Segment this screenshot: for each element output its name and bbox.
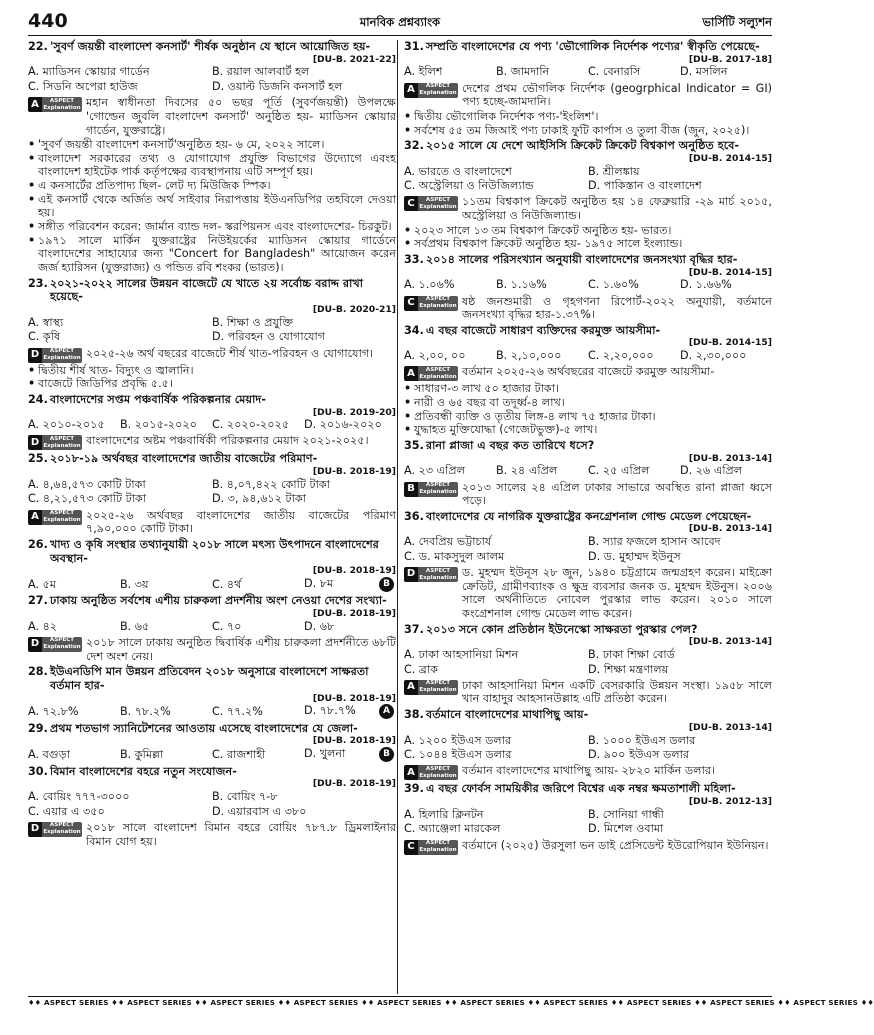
question-source: [DU-B. 2018-19] <box>312 692 396 704</box>
options <box>404 464 772 479</box>
option-c: C. ২৫ এপ্রিল <box>588 464 650 478</box>
option-d: D. ২৬ এপ্রিল <box>680 464 743 478</box>
option-c: C. সিডনি অপেরা হাউজ <box>28 80 138 94</box>
explanation <box>28 96 396 137</box>
bullet-item: • এই কনসার্ট থেকে অর্জিত অর্থ সাইবার নিরাপত্তায় ইউএনডিপির তহবিলে দেওয়া হয়। <box>28 193 396 220</box>
explanation-text: বর্তমান ২০২৫-২৬ অর্থবছরের বাজেটে করমুক্ত আয়সীমা- <box>462 365 715 379</box>
question-text: রানা প্লাজা এ বছর কত তারিখে ধসে? <box>426 438 595 452</box>
explanation <box>404 566 772 621</box>
bullet-item: • যুদ্ধাহত মুক্তিযোদ্ধা (গেজেটভুক্ত)-৫ লাখ। <box>404 423 772 437</box>
options <box>404 807 772 836</box>
option-b: B. সোনিয়া গান্ধী <box>588 807 664 821</box>
question-source: [DU-B. 2013-14] <box>688 452 772 464</box>
explanation <box>404 365 772 381</box>
question-number: 29. <box>28 721 48 735</box>
question-number: 39. <box>404 782 424 796</box>
answer-letter: C <box>404 296 418 311</box>
option-c: C. ২,২০,০০০ <box>588 349 654 363</box>
explanation-text: বাংলাদেশের অষ্টম পঞ্চবার্ষিকী পরিকল্পনার মেয়াদ ২০২১-২০২৫। <box>86 434 369 448</box>
bullet-list <box>404 224 772 251</box>
option-a: A. ঢাকা আহসানিয়া মিশন <box>404 648 519 661</box>
page-header <box>28 10 772 36</box>
bullet-list <box>28 138 396 275</box>
option-b: B. ১.১৬% <box>496 278 547 292</box>
option-a: A. ৪,৬৪,৫৭৩ কোটি টাকা <box>28 477 146 491</box>
question-text: ২০১৮-১৯ অর্থবছর বাংলাদেশের জাতীয় বাজেটের পরিমাণ- <box>50 452 318 466</box>
options <box>28 619 396 634</box>
explanation <box>404 764 772 780</box>
question-number: 30. <box>28 764 48 778</box>
question-22 <box>28 40 396 275</box>
badge-line2: Explanation <box>419 203 457 210</box>
bullet-item: • প্রতিবন্ধী ব্যক্তি ও তৃতীয় লিঙ্গ-৪ লাখ ৭৫ হাজার টাকা। <box>404 410 772 424</box>
badge-line1: ASPECT <box>49 822 75 829</box>
answer-badge <box>28 97 82 112</box>
bullet-item: • দ্বিতীয় ভৌগোলিক নির্দেশক পণ্য-'ইংলিশ'। <box>404 110 772 124</box>
option-b: B. ১০০০ ইউএস ডলার <box>588 733 696 747</box>
answer-badge <box>404 840 458 855</box>
question-33 <box>404 253 772 322</box>
option-d: D. ৮ম <box>304 576 334 590</box>
options <box>28 704 396 720</box>
option-a: A. ভারতে ও বাংলাদেশে <box>404 164 512 178</box>
explanation-text: ঢাকা আহসানিয়া মিশন একটি বেসরকারি উন্নয়ন সংস্থা। ১৯৫৮ সালে খান বাহাদুর আহসানউল্লাহ এটি প্রতিষ্ঠা করেন। <box>462 678 772 706</box>
question-source: [DU-B. 2017-18] <box>688 53 772 65</box>
answer-letter: D <box>28 435 42 450</box>
explanation-text: ষষ্ঠ জনশুমারী ও গৃহগণনা রিপোর্ট-২০২২ অনুযায়ী, বর্তমানে জনসংখ্যা বৃদ্ধির হার-১.৩৭%। <box>462 294 772 322</box>
option-b: B. ৭৮.২% <box>120 704 171 718</box>
bullet-list <box>404 110 772 137</box>
option-a: A. ২,০০, ০০ <box>404 349 466 363</box>
bullet-item: • দ্বিতীয় শীর্ষ খাত- বিদ্যুৎ ও জ্বালানি। <box>28 364 396 378</box>
answer-badge <box>404 567 458 582</box>
answer-badge <box>28 435 82 450</box>
option-b: B. জামদানি <box>496 65 550 79</box>
option-b: B. ৩য় <box>120 577 149 591</box>
badge-line1: ASPECT <box>425 482 451 488</box>
option-c: C. রাজশাহী <box>212 747 266 761</box>
answer-circle: A <box>379 704 394 719</box>
question-24 <box>28 393 396 451</box>
question-29 <box>28 722 396 763</box>
explanation-text: বর্তমান বাংলাদেশের মাথাপিছু আয়- ২৮২০ মার্কিন ডলার। <box>462 764 716 778</box>
question-source: [DU-B. 2018-19] <box>312 608 396 620</box>
left-column <box>28 40 396 994</box>
explanation <box>28 434 396 450</box>
option-c: C. ৭৭.২% <box>212 704 263 718</box>
bullet-list <box>28 364 396 391</box>
question-source: [DU-B. 2013-14] <box>688 636 772 648</box>
badge-line1: ASPECT <box>49 510 75 517</box>
option-d: D. ২,৩০,০০০ <box>680 349 747 363</box>
badge-line1: ASPECT <box>425 765 451 772</box>
options <box>28 747 396 763</box>
option-d: D. এয়ারবাস এ ৩৮০ <box>212 804 307 818</box>
badge-line1: ASPECT <box>49 97 75 104</box>
bullet-list <box>404 382 772 437</box>
bullet-item: • ১৯৭১ সালে মার্কিন যুক্তরাষ্ট্রের নিউইয়র্কের ম্যাডিসন স্কোয়ার গার্ডেনে বাংলাদেশের সাহায্যের জন্য "Concert for Bangladesh" আয়োজন করেন জর্জ হ্যারিসন (যুক্তরাজ্য) ও পন্ডিত রবি শংকর (ভারত)। <box>28 234 396 275</box>
question-number: 27. <box>28 594 48 608</box>
bullet-item: • সর্বপ্রথম বিশ্বকাপ ক্রিকেট অনুষ্ঠিত হয়- ১৯৭৫ সালে ইংল্যান্ড। <box>404 237 772 251</box>
answer-letter: C <box>404 840 418 855</box>
question-number: 33. <box>404 252 424 266</box>
question-38 <box>404 708 772 780</box>
option-b: B. রয়াল আলবার্ট হল <box>212 65 310 79</box>
answer-badge <box>404 196 458 211</box>
answer-letter: C <box>404 196 418 211</box>
options <box>404 65 772 80</box>
question-number: 28. <box>28 665 48 679</box>
option-c: C. ৭০ <box>212 619 242 633</box>
badge-line1: ASPECT <box>425 296 451 302</box>
answer-letter: D <box>28 348 42 363</box>
explanation <box>28 347 396 363</box>
right-column <box>404 40 772 994</box>
option-c: C. অস্ট্রেলিয়া ও নিউজিল্যান্ড <box>404 179 534 193</box>
badge-line2: Explanation <box>43 104 81 111</box>
answer-badge <box>404 296 458 311</box>
question-37 <box>404 623 772 707</box>
question-number: 32. <box>404 139 424 153</box>
answer-letter: D <box>404 567 418 582</box>
explanation-text: ২০২৫-২৬ অর্থ বছরের বাজেটে শীর্ষ খাত-পরিবহন ও যোগাযোগ। <box>86 346 374 360</box>
answer-letter: A <box>404 765 418 780</box>
badge-line2: Explanation <box>419 303 457 309</box>
explanation <box>404 839 772 855</box>
badge-line2: Explanation <box>419 847 457 853</box>
bullet-item: • ২০২৩ সালে ১৩ তম বিশ্বকাপ ক্রিকেট অনুষ্ঠিত হয়- ভারত। <box>404 224 772 238</box>
explanation <box>28 509 396 536</box>
question-source: [DU-B. 2018-19] <box>312 778 396 790</box>
badge-line1: ASPECT <box>425 366 451 373</box>
option-a: A. ১.০৬% <box>404 278 455 292</box>
explanation-text: ২০২৫-২৬ অর্থবছর বাংলাদেশের জাতীয় বাজেটের পরিমাণ ৭,৯০,০০০ কোটি টাকা। <box>86 508 396 536</box>
explanation-text: ২০১৩ সালের ২৪ এপ্রিল ঢাকার সাভারে অবস্থিত রানা প্লাজা ধ্বসে পড়ে। <box>462 480 772 508</box>
option-c: C. ৪,২১,৫৭৩ কোটি টাকা <box>28 492 147 506</box>
bullet-item: • বাজেটে জিডিপির প্রবৃদ্ধি ৫.৫। <box>28 377 396 391</box>
explanation-text: দেশের প্রথম ভৌগলিক নির্দেশক (geogrphical Indicator = GI) পণ্য হচ্ছে-জামদানি। <box>462 81 772 109</box>
question-number: 23. <box>28 276 48 290</box>
question-text: এ বছর ফোর্বস সাময়িকীর জরিপে বিশ্বের এক নম্বর ক্ষমতাশালী মহিলা- <box>426 782 736 796</box>
question-source: [DU-B. 2014-15] <box>688 266 772 278</box>
option-d: D. ৭৮.৭% <box>304 704 356 718</box>
option-c: C. ১০৪৪ ইউএস ডলার <box>404 748 512 762</box>
question-source: [DU-B. 2020-21] <box>312 304 396 316</box>
question-number: 25. <box>28 452 48 466</box>
explanation-text: ড. মুহম্মদ ইউনূস ২৮ জুন, ১৯৪০ চট্টগ্রামে জন্মগ্রহণ করেন। মাইক্রো ক্রেডিট, গ্রামীণব্যাংক ও ক্ষুদ্র ব্যবসার জনক ড. মুহম্মদ ইউনুস। ২০০৬ সালে অর্থনীতিতে নোবেল পুরস্কার লাভ করেন। ২০১০ সালে কংগ্রেশনাল গোল্ড মেডেল লাভ করেন। <box>462 566 772 620</box>
badge-line2: Explanation <box>419 489 457 495</box>
question-28 <box>28 665 396 720</box>
question-source: [DU-B. 2014-15] <box>688 152 772 164</box>
option-a: A. ইলিশ <box>404 65 443 79</box>
answer-badge <box>28 348 82 363</box>
question-number: 36. <box>404 509 424 523</box>
option-a: A. দেবপ্রিয় ভট্টাচার্য <box>404 535 492 549</box>
option-a: A. ২৩ এপ্রিল <box>404 464 466 478</box>
option-a: A. বগুড়া <box>28 747 70 761</box>
series-title: ভার্সিটি সল্যুশন <box>702 15 772 29</box>
badge-line2: Explanation <box>419 90 457 97</box>
options <box>404 535 772 564</box>
question-26 <box>28 538 396 593</box>
answer-badge <box>404 765 458 780</box>
option-b: B. ঢাকা শিক্ষা বোর্ড <box>588 648 675 661</box>
question-text: বিমান বাংলাদেশের বহরে নতুন সংযোজন- <box>50 764 237 778</box>
options <box>404 278 772 293</box>
option-b: B. শ্রীলঙ্কায় <box>588 164 640 178</box>
page-number: 440 <box>28 10 68 32</box>
option-c: C. বেনারসি <box>588 65 641 79</box>
option-d: D. ৯০০ ইউএস ডলার <box>588 748 690 762</box>
question-34 <box>404 324 772 437</box>
answer-circle: B <box>379 747 394 762</box>
explanation <box>404 481 772 508</box>
question-text: ২০১৫ সালে যে দেশে আইসিসি ক্রিকেট ক্রিকেট বিশ্বকাপ অনুষ্ঠিত হবে- <box>426 139 740 153</box>
answer-letter: A <box>404 83 418 98</box>
option-a: A. স্বাস্থ্য <box>28 315 64 329</box>
question-35 <box>404 439 772 508</box>
question-text: ২০২১-২০২২ সালের উন্নয়ন বাজেটে যে খাতে ২য় সর্বোচ্চ বরাদ্দ রাখা হয়েছে- <box>50 276 363 304</box>
question-text: ২০১৪ সালের পরিসংখ্যান অনুযায়ী বাংলাদেশের জনসংখ্যা বৃদ্ধির হার- <box>426 252 738 266</box>
option-a: A. ম্যাডিসন স্কোয়ার গার্ডেন <box>28 65 150 79</box>
answer-letter: D <box>28 822 42 837</box>
bullet-item: • বাংলাদেশ সরকারের তথ্য ও যোগাযোগ প্রযুক্তি বিভাগের উদ্যোগে এবংহ বাংলাদেশ হাইটেক পার্ক কর্তৃপক্ষের ব্যবস্থাপনায় এটি সম্পূর্ণ হয়। <box>28 152 396 179</box>
question-text: ইউএনডিপি মান উন্নয়ন প্রতিবেদন ২০১৮ অনুসারে বাংলাদেশে সাক্ষরতা বর্তমান হার- <box>50 665 369 692</box>
option-a: A. ২০১০-২০১৫ <box>28 418 105 432</box>
question-source: [DU-B. 2018-19] <box>312 466 396 478</box>
answer-badge <box>404 366 458 381</box>
question-source: [DU-B. 2014-15] <box>688 337 772 349</box>
option-a: A. ৪২ <box>28 619 58 633</box>
question-text: ২০১৩ সনে কোন প্রতিষ্ঠান ইউনেস্কো সাক্ষরতা পুরস্কার পেল? <box>426 622 698 636</box>
option-b: B. স্যার ফজলে হাসান আবেদ <box>588 535 721 549</box>
explanation-text: ২০১৮ সালে বাংলাদেশ বিমান বহরে বোয়িং ৭৮৭.৮ ড্রিমলাইনার বিমান যোগ হয়। <box>86 820 396 848</box>
option-d: D. শিক্ষা মন্ত্রণালয় <box>588 662 669 676</box>
question-30 <box>28 765 396 849</box>
explanation <box>28 821 396 848</box>
option-d: D. মিশেল ওবামা <box>588 822 664 836</box>
question-source: [DU-B. 2018-19] <box>312 735 396 747</box>
option-d: D. মসলিন <box>680 65 728 79</box>
option-b: B. ৪,০৭,৪২২ কোটি টাকা <box>212 477 330 491</box>
badge-line2: Explanation <box>419 373 457 380</box>
badge-line1: ASPECT <box>49 348 75 355</box>
badge-line1: ASPECT <box>425 196 451 203</box>
series-footer: ♦♦ ASPECT SERIES ♦♦ ASPECT SERIES ♦♦ ASPECT SERIES ♦♦ ASPECT SERIES ♦♦ ASPECT SERIES ♦♦ ASPECT SERIES ♦♦ ASPECT SERIES ♦♦ ASPECT SERIES ♦♦ ASPECT SERIES ♦♦ ASPECT SERIES ♦♦ <box>28 998 874 1007</box>
option-b: B. ২,১০,০০০ <box>496 349 562 363</box>
option-b: B. কুমিল্লা <box>120 747 164 761</box>
question-number: 35. <box>404 438 424 452</box>
question-text: বর্তমানে বাংলাদেশের মাথাপিছু আয়- <box>426 708 589 722</box>
question-number: 34. <box>404 323 424 337</box>
explanation <box>404 195 772 222</box>
book-title: মানবিক প্রশ্নব্যাংক <box>359 15 441 29</box>
question-number: 26. <box>28 537 48 551</box>
option-d: D. পাকিস্তান ও বাংলাদেশ <box>588 179 702 193</box>
option-b: B. বোয়িং ৭-৮ <box>212 790 278 804</box>
question-31 <box>404 40 772 137</box>
options <box>404 164 772 193</box>
answer-badge <box>404 83 458 98</box>
question-36 <box>404 510 772 621</box>
question-source: [DU-B. 2019-20] <box>312 406 396 418</box>
option-d: D. ১.৬৬% <box>680 278 732 292</box>
explanation <box>404 295 772 322</box>
badge-line2: Explanation <box>43 829 81 836</box>
question-text: বাংলাদেশের যে নাগরিক যুক্তরাষ্ট্রের কনগ্রেশনাল গোল্ড মেডেল পেয়েছেন- <box>426 509 752 523</box>
badge-line2: Explanation <box>43 517 81 524</box>
question-text: ঢাকায় অনুষ্ঠিত সর্বশেষ এশীয় চারুকলা প্রদর্শনীয় অংশ নেওয়া দেশের সংখ্যা- <box>50 594 387 608</box>
option-c: C. এয়ার এ ৩৫০ <box>28 804 105 818</box>
bullet-item: • নারী ও ৬৫ বছর বা তদূর্ধ্ব-৪ লাখ। <box>404 396 772 410</box>
options <box>404 648 772 677</box>
question-39 <box>404 782 772 854</box>
answer-letter: A <box>404 366 418 381</box>
option-a: A. ১২০০ ইউএস ডলার <box>404 733 512 747</box>
option-a: A. হিলারি ক্লিনটন <box>404 807 484 821</box>
option-c: C. ৪র্থ <box>212 577 242 591</box>
option-c: C. কৃষি <box>28 330 61 344</box>
option-b: B. শিক্ষা ও প্রযুক্তি <box>212 315 294 329</box>
explanation <box>404 82 772 109</box>
question-source: [DU-B. 2018-19] <box>312 565 396 577</box>
question-text: বাংলাদেশের সপ্তম পঞ্চবার্ষিক পরিকল্পনার মেয়াদ- <box>50 392 266 406</box>
question-text: সম্প্রতি বাংলাদেশের যে পণ্য 'ভৌগোলিক নির্দেশক পণ্যের' স্বীকৃতি পেয়েছে- <box>426 40 760 53</box>
question-text: প্রথম শতভাগ স্যানিটেশনের আওতায় এসেছে বাংলাদেশের যে জেলা- <box>50 721 358 735</box>
answer-letter: B <box>404 482 418 497</box>
question-source: [DU-B. 2013-14] <box>688 523 772 535</box>
option-c: C. ২০২০-২০২৫ <box>212 418 290 432</box>
badge-line2: Explanation <box>43 644 81 651</box>
options <box>28 418 396 433</box>
badge-line2: Explanation <box>43 355 81 362</box>
options <box>28 790 396 819</box>
question-number: 37. <box>404 622 424 636</box>
options <box>28 65 396 94</box>
question-32 <box>404 139 772 251</box>
answer-letter: A <box>404 680 418 695</box>
question-25 <box>28 452 396 536</box>
option-b: B. ২৪ এপ্রিল <box>496 464 558 478</box>
column-divider <box>397 40 398 994</box>
badge-line1: ASPECT <box>425 680 451 687</box>
question-source: [DU-B. 2012-13] <box>688 795 772 807</box>
badge-line2: Explanation <box>43 442 81 449</box>
answer-circle: B <box>379 577 394 592</box>
explanation-text: বর্তমানে (২০২৫) উরসুলা ভন ডাই প্রেসিডেন্ট ইউরোপিয়ান ইউনিয়ন। <box>462 838 769 852</box>
answer-badge <box>404 680 458 695</box>
option-a: A. ৫ম <box>28 577 57 591</box>
badge-line1: ASPECT <box>425 840 451 846</box>
question-27 <box>28 594 396 663</box>
bullet-item: • সর্বশেষ ৫৫ তম জিআই পণ্য ঢাকাই ফুটি কার্পাস ও তুলা বীজ (জুন, ২০২৫)। <box>404 124 772 138</box>
answer-badge <box>28 637 82 652</box>
options <box>28 315 396 344</box>
answer-badge <box>28 510 82 525</box>
option-c: C. ড. মাকসুদুল আলম <box>404 549 505 563</box>
option-d: D. ড. মুহাম্মদ ইউনুস <box>588 549 681 563</box>
explanation <box>28 636 396 663</box>
question-23 <box>28 277 396 391</box>
badge-line1: ASPECT <box>425 83 451 90</box>
option-b: B. ৬৫ <box>120 619 150 633</box>
question-number: 31. <box>404 40 424 53</box>
options <box>28 576 396 592</box>
badge-line1: ASPECT <box>49 637 75 644</box>
question-text: 'সুবর্ণ জয়ন্তী বাংলাদেশ কনসার্ট' শীর্ষক অনুষ্ঠান যে স্থানে আয়োজিত হয়- <box>50 40 371 53</box>
explanation-text: ১১তম বিশ্বকাপ ক্রিকেট অনুষ্ঠিত হয় ১৪ ফেব্রুয়ারি -২৯ মার্চ ২০১৫, অস্ট্রেলিয়া ও নিউজিল্যান্ড। <box>462 195 772 222</box>
option-c: C. ব্রাক <box>404 662 438 676</box>
option-a: A. ৭২.৮% <box>28 704 79 718</box>
bullet-item: • 'সুবর্ণ জয়ন্তী বাংলাদেশ কনসার্ট'অনুষ্ঠিত হয়- ৬ মে, ২০২২ সালে। <box>28 138 396 152</box>
option-d: D. পরিবহন ও যোগাযোগ <box>212 330 326 344</box>
badge-line2: Explanation <box>419 772 457 779</box>
explanation-text: মহান স্বাধীনতা দিবসের ৫০ ভছর পূর্তি (সুবর্ণজয়ন্তী) উপলক্ষে 'গোল্ডেন জুবলি বাংলাদেশ কনসার্ট' অনুষ্ঠিত হয়- ম্যাডিসন স্কোয়ার গার্ডেন, যুক্তরাষ্ট্রে। <box>86 96 396 137</box>
question-text: খাদ্য ও কৃষি সংস্থার তথ্যানুযায়ী ২০১৮ সালে মৎস্য উৎপাদনে বাংলাদেশের অবস্থান- <box>50 537 379 565</box>
question-number: 22. <box>28 40 48 53</box>
bullet-item: • সঙ্গীত পরিবেশন করেন: জার্মান ব্যান্ড দল- স্করপিয়নস এবং বাংলাদেশের- চিরকুট। <box>28 220 396 234</box>
options <box>404 349 772 364</box>
explanation <box>404 679 772 706</box>
options <box>28 477 396 506</box>
option-d: D. খুলনা <box>304 747 346 761</box>
options <box>404 733 772 762</box>
question-number: 38. <box>404 708 424 722</box>
option-a: A. বোয়িং ৭৭৭-৩০০০ <box>28 790 130 804</box>
badge-line2: Explanation <box>419 687 457 694</box>
option-d: D. ওয়াল্ট ডিজনি কনসার্ট হল <box>212 80 343 94</box>
answer-badge <box>404 482 458 497</box>
answer-letter: A <box>28 510 42 525</box>
answer-letter: D <box>28 637 42 652</box>
bullet-item: • সাধারণ-৩ লাখ ৫০ হাজার টাকা। <box>404 382 772 396</box>
bullet-item: • এ কনসার্টের প্রতিপাদ্য ছিল- লেট দ্য মিউজিক স্পিক। <box>28 179 396 193</box>
badge-line1: ASPECT <box>49 435 75 442</box>
option-d: D. ২০১৬-২০২০ <box>304 418 382 432</box>
option-c: C. ১.৬০% <box>588 278 639 292</box>
question-source: [DU-B. 2021-22] <box>312 53 396 65</box>
option-b: B. ২০১৫-২০২০ <box>120 418 197 432</box>
answer-letter: A <box>28 97 42 112</box>
answer-badge <box>28 822 82 837</box>
question-number: 24. <box>28 392 48 406</box>
question-text: এ বছর বাজেটে সাধারণ ব্যক্তিদের করমুক্ত আয়সীমা- <box>426 323 661 337</box>
explanation-text: ২০১৮ সালে ঢাকায় অনুষ্ঠিত দ্বিবার্ষিক এশীয় চারুকলা প্রদর্শনীতে ৬৮টি দেশ অংশ নেয়। <box>86 635 396 663</box>
question-source: [DU-B. 2013-14] <box>688 721 772 733</box>
option-d: D. ৬৮ <box>304 619 335 633</box>
badge-line2: Explanation <box>419 574 457 581</box>
option-c: C. অ্যাঞ্জেলা মারকেল <box>404 822 501 836</box>
option-d: D. ৩, ৯৪,৬১২ টাকা <box>212 492 306 506</box>
badge-line1: ASPECT <box>425 567 451 574</box>
